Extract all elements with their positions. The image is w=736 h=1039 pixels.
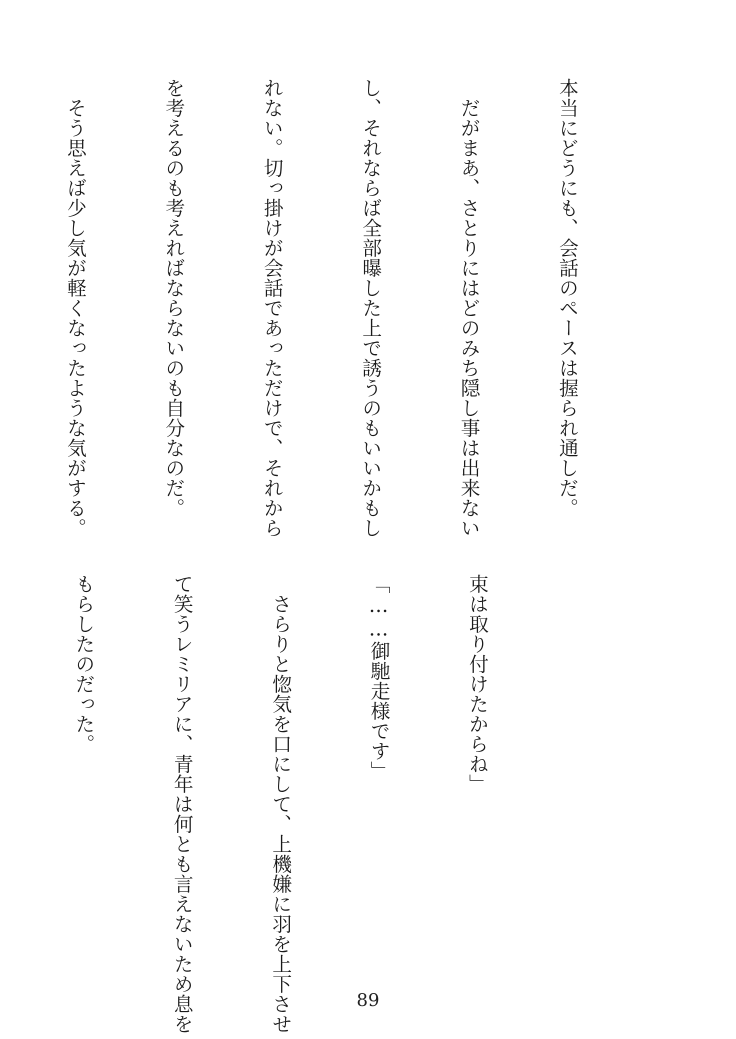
text-line: て笑うレミリアに、青年は何とも言えないため息を [170, 574, 194, 1034]
text-line: 束は取り付けたからね」 [465, 574, 489, 794]
text-line: 本当にどうにも、会話のペースは握られ通しだ。 [555, 78, 579, 518]
text-block-upper [0, 78, 648, 538]
page-number: 89 [356, 990, 380, 1011]
text-line: れない。切っ掛けが会話であっただけで、それから [260, 78, 284, 538]
text-line: を考えるのも考えればならないのも自分なのだ。 [161, 78, 185, 518]
text-line: もらしたのだった。 [71, 574, 95, 754]
text-line: だがまあ、さとりにはどのみち隠し事は出来ない [457, 78, 481, 538]
text-line: そう思えば少し気が軽くなったような気がする。 [63, 78, 87, 538]
text-line: 「……御馳走様です」 [367, 574, 391, 781]
text-line: し、それならば全部曝した上で誘うのもいいかもし [358, 78, 382, 538]
text-block-lower [0, 574, 558, 1034]
text-line: さらりと惚気を口にして、上機嫌に羽を上下させ [268, 574, 292, 1034]
